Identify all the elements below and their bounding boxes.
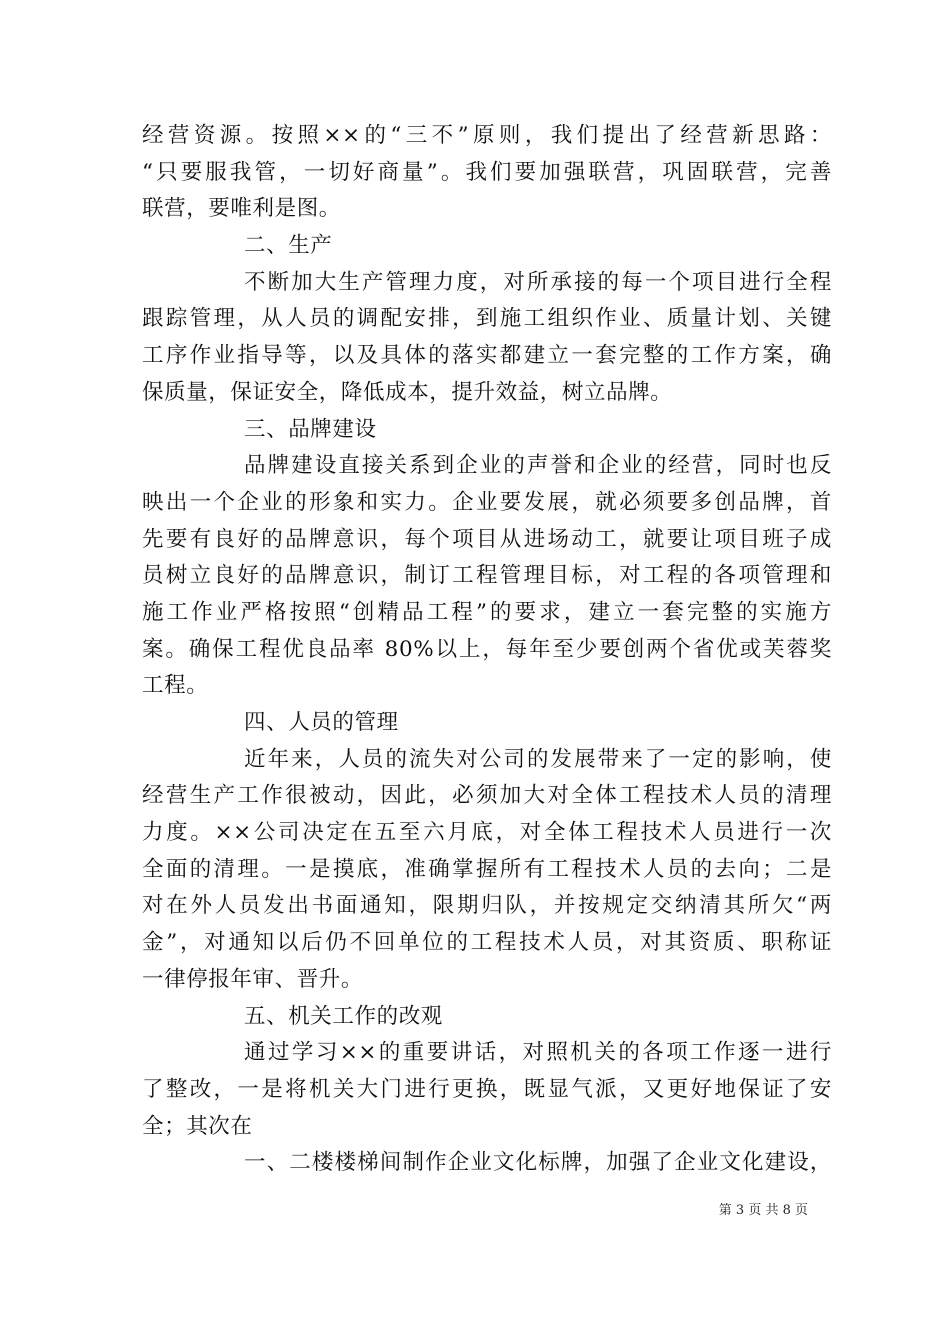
- text-line: 三、品牌建设: [244, 416, 377, 442]
- text-line: 近年来，人员的流失对公司的发展带来了一定的影响，使: [244, 746, 832, 772]
- text-line: 了整改，一是将机关大门进行更换，既显气派，又更好地保证了安: [142, 1076, 832, 1102]
- text-line: 二、生产: [244, 233, 333, 259]
- text-line: 一律停报年审、晋升。: [142, 966, 364, 992]
- text-line: 五、机关工作的改观: [244, 1003, 443, 1029]
- text-line: 联营，要唯利是图。: [142, 196, 341, 222]
- text-line: “只要服我管，一切好商量”。我们要加强联营，巩固联营，完善: [142, 159, 832, 185]
- text-line: 施工作业严格按照“创精品工程”的要求，建立一套完整的实施方: [142, 599, 832, 625]
- text-line: 一、二楼楼梯间制作企业文化标牌，加强了企业文化建设，: [244, 1150, 832, 1176]
- page-number-footer: 第 3 页 共 8 页: [718, 1203, 808, 1218]
- text-line: 工序作业指导等，以及具体的落实都建立一套完整的工作方案，确: [142, 343, 832, 369]
- text-line: 经营生产工作很被动，因此，必须加大对全体工程技术人员的清理: [142, 783, 832, 809]
- text-line: 保质量，保证安全，降低成本，提升效益，树立品牌。: [142, 379, 673, 405]
- text-line: 全；其次在: [142, 1113, 253, 1139]
- text-line: 金”，对通知以后仍不回单位的工程技术人员，对其资质、职称证: [142, 930, 832, 956]
- text-line: 映出一个企业的形象和实力。企业要发展，就必须要多创品牌，首: [142, 489, 832, 515]
- text-line: 工程。: [142, 673, 209, 699]
- text-line: 跟踪管理，从人员的调配安排，到施工组织作业、质量计划、关键: [142, 306, 832, 332]
- text-line: 全面的清理。一是摸底，准确掌握所有工程技术人员的去向；二是: [142, 856, 832, 882]
- text-line: 四、人员的管理: [244, 710, 399, 735]
- text-line: 不断加大生产管理力度，对所承接的每一个项目进行全程: [244, 269, 832, 295]
- text-line: 经营资源。按照××的“三不”原则，我们提出了经营新思路：: [142, 123, 832, 148]
- text-line: 员树立良好的品牌意识，制订工程管理目标，对工程的各项管理和: [142, 563, 832, 589]
- text-line: 对在外人员发出书面通知，限期归队，并按规定交纳清其所欠“两: [142, 893, 832, 919]
- text-line: 案。确保工程优良品率 80%以上，每年至少要创两个省优或芙蓉奖: [142, 636, 832, 662]
- text-line: 先要有良好的品牌意识，每个项目从进场动工，就要让项目班子成: [142, 526, 832, 552]
- text-line: 品牌建设直接关系到企业的声誉和企业的经营，同时也反: [244, 453, 832, 479]
- text-line: 通过学习××的重要讲话，对照机关的各项工作逐一进行: [244, 1040, 832, 1066]
- text-line: 力度。××公司决定在五至六月底，对全体工程技术人员进行一次: [142, 820, 832, 846]
- document-body: [142, 118, 832, 1182]
